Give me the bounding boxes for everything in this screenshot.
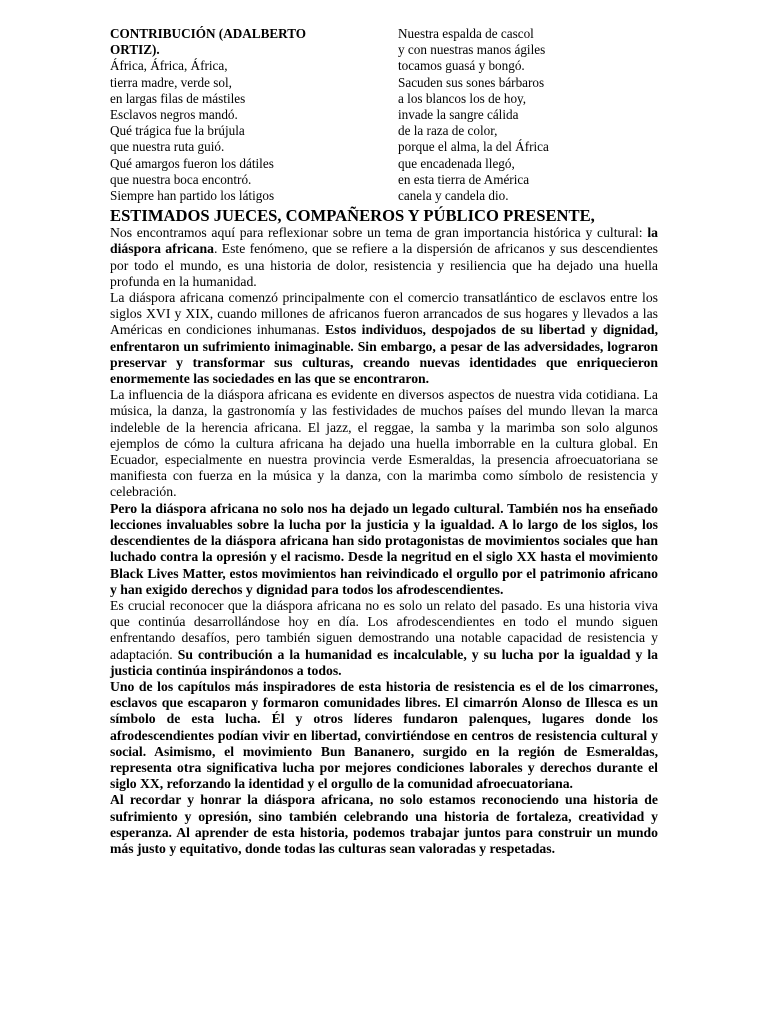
poem-right-column [398, 26, 658, 204]
poem-line: tocamos guasá y bongó. [398, 58, 525, 74]
poem [110, 26, 658, 204]
text-run-bold: Su contribución a la humanidad es incalculable, y su lucha por la igualdad y la justicia continúa inspirándonos a todos. [110, 646, 658, 678]
text-run: La influencia de la diáspora africana es evidente en diversos aspectos de nuestra vida cotidiana. La música, la danza, la gastronomía y las festividades de muchos países del mundo llevan la marca indeleble de la herencia africana. El jazz, el reggae, la samba y la marimba son solo algunos ejemplos de cómo la cultura africana ha dejado una huella imborrable en la cultura global. En Ecuador, especialmente en nuestra provincia verde Esmeraldas, la presencia afroecuatoriana se manifiesta con fuerza en la música y la danza, con la marimba como símbolo de resistencia y celebración. [110, 387, 658, 500]
poem-line: de la raza de color, [398, 123, 498, 139]
poem-line: Nuestra espalda de cascol [398, 26, 534, 41]
poem-line: tierra madre, verde sol, [110, 74, 232, 90]
poem-line: canela y candela dio. [398, 188, 509, 204]
poem-line: que encadenada llegó, [398, 155, 515, 171]
text-run: . Este fenómeno, que se refiere a la dispersión de africanos y sus descendientes por todo el mundo, es una historia de dolor, resistencia y resiliencia que ha dejado una huella profunda en la humanidad. [110, 241, 658, 289]
paragraph [110, 598, 658, 679]
poem-line: y con nuestras manos ágiles [398, 42, 546, 58]
paragraph [110, 387, 658, 500]
poem-line: porque el alma, la del África [398, 139, 549, 155]
poem-line: a los blancos los de hoy, [398, 90, 527, 106]
poem-line: Qué amargos fueron los dátiles [110, 155, 274, 171]
poem-line: Sacuden sus sones bárbaros [398, 74, 545, 90]
poem-line: Siempre han partido los látigos [110, 188, 275, 204]
paragraph [110, 679, 658, 792]
text-run: Es crucial reconocer que la diáspora africana no es solo un relato del pasado. Es una historia viva que continúa desarrollándose hoy en día. Los afrodescendientes en todo el mundo siguen enfrentando desafíos, pero también siguen demostrando una notable capacidad de resistencia y adaptación. [110, 597, 658, 662]
paragraph [110, 290, 658, 387]
poem-left-column [110, 26, 396, 204]
poem-line: que nuestra boca encontró. [110, 171, 252, 187]
text-run-bold: Pero la diáspora africana no solo nos ha dejado un legado cultural. También nos ha enseñado lecciones invaluables sobre la lucha por la justicia y la igualdad. A lo largo de los siglos, los descendientes de la diáspora africana han sido protagonistas de movimientos sociales que han luchado contra la opresión y el racismo. Desde la negritud en el siglo XX hasta el movimiento Black Lives Matter, estos movimientos han reivindicado el orgullo por el patrimonio africano y han exigido derechos y dignidad para todos los afrodescendientes. [110, 500, 658, 597]
text-run: Nos encontramos aquí para reflexionar sobre un tema de gran importancia histórica y cultural: [110, 225, 648, 241]
paragraph [110, 501, 658, 598]
poem-line: Esclavos negros mandó. [110, 107, 238, 123]
poem-title-line: CONTRIBUCIÓN (ADALBERTO [110, 26, 307, 41]
poem-title-line: ORTIZ). [110, 42, 160, 58]
text-run-bold: Uno de los capítulos más inspiradores de esta historia de resistencia es el de los cimarrones, esclavos que escaparon y formaron comunidades libres. El cimarrón Alonso de Illesca es un símbolo de esta lucha. Él y otros líderes fundaron palenques, lugares donde los afrodescendientes podían vivir en libertad, convirtiéndose en centros de resistencia cultural y social. Asimismo, el movimiento Bun Bananero, surgido en la región de Esmeraldas, representa otra significativa lucha por mejores condiciones laborales y derechos durante el siglo XX, reforzando la identidad y el orgullo de la comunidad afroecuatoriana. [110, 678, 658, 792]
poem-line: en largas filas de mástiles [110, 90, 246, 106]
text-run-bold: la diáspora africana [110, 225, 658, 257]
speech-heading: ESTIMADOS JUECES, COMPAÑEROS Y PÚBLICO PRESENTE, [110, 206, 595, 226]
text-run-bold: Estos individuos, despojados de su libertad y dignidad, enfrentaron un sufrimiento inimaginable. Sin embargo, a pesar de las adversidades, lograron preservar y transformar sus culturas, creando nuevas identidades que enriquecieron enormemente las sociedades en las que se encontraron. [110, 322, 658, 387]
poem-line: en esta tierra de América [398, 171, 530, 187]
text-run-bold: Al recordar y honrar la diáspora africana, no solo estamos reconociendo una historia de sufrimiento y opresión, sino también celebrando una historia de fortaleza, creatividad y esperanza. Al aprender de esta historia, podemos trabajar juntos para construir un mundo más justo y equitativo, donde todas las culturas sean valoradas y respetadas. [110, 792, 658, 856]
text-run: La diáspora africana comenzó principalmente con el comercio transatlántico de esclavos entre los siglos XVI y XIX, cuando millones de africanos fueron arrancados de sus hogares y llevados a las Américas en condiciones inhumanas. [110, 290, 658, 338]
poem-line: que nuestra ruta guió. [110, 139, 225, 155]
paragraph [110, 225, 658, 290]
paragraph [110, 792, 658, 857]
poem-line: África, África, África, [110, 58, 228, 74]
poem-line: Qué trágica fue la brújula [110, 123, 245, 139]
poem-line: invade la sangre cálida [398, 107, 519, 123]
